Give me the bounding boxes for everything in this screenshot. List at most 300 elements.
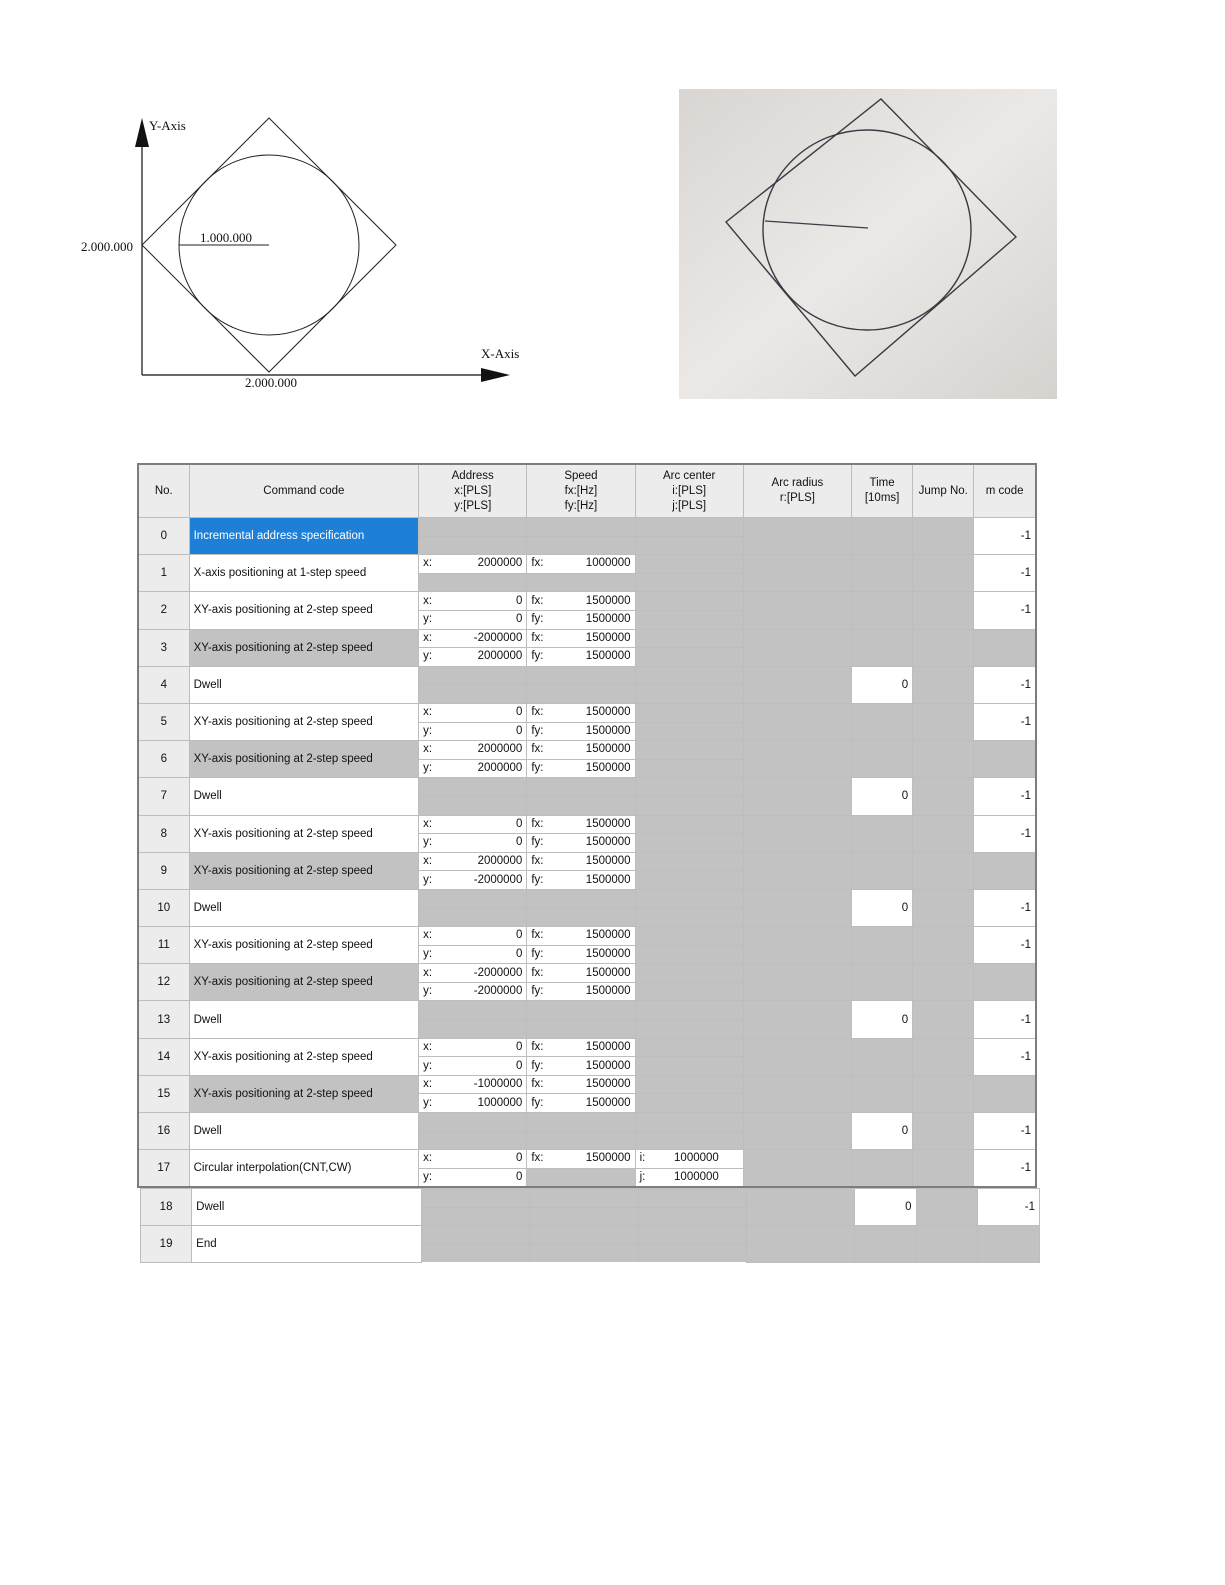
- speed-fx-cell[interactable]: [527, 592, 635, 611]
- jump-no-cell: [913, 778, 974, 815]
- speed-fy-cell[interactable]: [527, 610, 635, 629]
- plotted-result-photo: [679, 89, 1057, 399]
- speed-fy-cell: [527, 1131, 635, 1150]
- address-x-cell[interactable]: [419, 964, 527, 983]
- speed-fy-key: fy:: [531, 613, 544, 626]
- header-speed[interactable]: Speed fx:[Hz] fy:[Hz]: [527, 464, 635, 518]
- arc-center-j-cell: [635, 982, 743, 1001]
- jump-no-cell: [913, 555, 974, 592]
- address-y-cell[interactable]: [419, 1057, 527, 1076]
- table-row: [138, 889, 1036, 908]
- arc-center-j-cell: [635, 536, 743, 555]
- address-x-key: x:: [423, 929, 433, 942]
- command-code-cell[interactable]: Dwell: [189, 1113, 419, 1150]
- time-cell: [852, 592, 913, 629]
- row-number[interactable]: 12: [138, 964, 189, 1001]
- arc-center-i-cell: [635, 518, 743, 537]
- arc-center-i-cell: [635, 666, 743, 685]
- speed-fx-value: 1500000: [585, 706, 631, 719]
- speed-fy-value: 1500000: [585, 650, 631, 663]
- address-x-cell[interactable]: [419, 555, 527, 574]
- speed-fx-value: 1500000: [585, 1078, 631, 1091]
- arc-center-i-cell[interactable]: [635, 1150, 743, 1169]
- m-code-cell[interactable]: -1: [974, 1038, 1036, 1075]
- y-axis-arrow: [135, 118, 149, 147]
- table-row: [138, 1150, 1036, 1169]
- address-y-cell: [421, 1244, 529, 1262]
- arc-center-j-cell: [635, 759, 743, 778]
- arc-center-j-cell: [635, 685, 743, 704]
- arc-radius-cell: [743, 666, 851, 703]
- x-dimension-label: 2.000.000: [245, 375, 297, 390]
- speed-fx-cell: [527, 1001, 635, 1020]
- time-cell: [852, 741, 913, 778]
- arc-center-i-cell: [635, 852, 743, 871]
- arc-center-j-cell: [635, 1057, 743, 1076]
- command-code-cell[interactable]: End: [192, 1226, 422, 1263]
- address-x-key: x:: [423, 594, 433, 607]
- address-x-cell: [421, 1226, 529, 1245]
- m-code-cell: [977, 1226, 1039, 1263]
- row-number[interactable]: 11: [138, 927, 189, 964]
- speed-fx-cell[interactable]: [527, 852, 635, 871]
- speed-fy-key: fy:: [531, 724, 544, 737]
- arc-center-i-key: i:: [639, 1152, 646, 1165]
- jump-no-cell: [913, 1001, 974, 1038]
- jump-no-cell: [913, 1150, 974, 1188]
- speed-fx-key: fx:: [531, 817, 544, 830]
- jump-no-cell: [913, 1113, 974, 1150]
- table-row: [138, 852, 1036, 871]
- m-code-cell[interactable]: -1: [974, 666, 1036, 703]
- address-x-cell[interactable]: [419, 1038, 527, 1057]
- speed-fx-cell[interactable]: [527, 815, 635, 834]
- arc-center-j-cell: [635, 834, 743, 853]
- arc-radius-cell: [747, 1189, 855, 1226]
- header-arc-radius[interactable]: Arc radius r:[PLS]: [743, 464, 851, 518]
- arc-center-i-cell: [635, 815, 743, 834]
- speed-fy-value: 1500000: [585, 613, 631, 626]
- address-x-cell[interactable]: [419, 1075, 527, 1094]
- table-row: [138, 778, 1036, 797]
- speed-fy-cell[interactable]: [527, 982, 635, 1001]
- speed-fx-value: 1500000: [585, 817, 631, 830]
- speed-fx-key: fx:: [531, 706, 544, 719]
- speed-fx-cell[interactable]: [527, 741, 635, 760]
- table-row: [138, 1113, 1036, 1132]
- speed-fx-cell[interactable]: [527, 964, 635, 983]
- speed-fy-cell[interactable]: [527, 759, 635, 778]
- row-number[interactable]: 13: [138, 1001, 189, 1038]
- positioning-table-continued: [140, 1188, 1040, 1263]
- arc-radius-cell: [743, 555, 851, 592]
- speed-fy-cell: [527, 1020, 635, 1039]
- speed-fy-value: 1500000: [585, 836, 631, 849]
- table-row: [138, 1001, 1036, 1020]
- arc-center-j-cell: [635, 722, 743, 741]
- address-x-key: x:: [423, 631, 433, 644]
- command-code-cell[interactable]: Dwell: [189, 778, 419, 815]
- address-x-cell: [419, 518, 527, 537]
- speed-fx-cell[interactable]: [527, 555, 635, 574]
- arc-center-j-cell: [635, 573, 743, 592]
- positioning-table: [137, 463, 1037, 1188]
- speed-fx-cell: [530, 1226, 638, 1245]
- command-code-cell[interactable]: XY-axis positioning at 2-step speed: [189, 741, 419, 778]
- address-y-key: y:: [423, 836, 433, 849]
- speed-fx-cell: [527, 666, 635, 685]
- jump-no-cell: [913, 666, 974, 703]
- m-code-cell[interactable]: -1: [974, 1113, 1036, 1150]
- address-x-cell[interactable]: [419, 815, 527, 834]
- speed-fy-cell[interactable]: [527, 945, 635, 964]
- arc-center-j-key: j:: [639, 1171, 646, 1184]
- time-cell: [852, 555, 913, 592]
- jump-no-cell: [913, 815, 974, 852]
- row-number[interactable]: 3: [138, 629, 189, 666]
- address-y-key: y:: [423, 762, 433, 775]
- address-y-cell[interactable]: [419, 610, 527, 629]
- speed-fy-value: 1500000: [585, 1096, 631, 1109]
- address-x-cell[interactable]: [419, 629, 527, 648]
- header-jump-no[interactable]: Jump No.: [913, 464, 974, 518]
- address-x-key: x:: [423, 1040, 433, 1053]
- speed-fy-cell: [530, 1207, 638, 1226]
- arc-center-j-cell: [635, 1094, 743, 1113]
- header-no[interactable]: No.: [138, 464, 189, 518]
- arc-center-i-cell: [635, 741, 743, 760]
- address-y-cell[interactable]: [419, 871, 527, 890]
- speed-fx-value: 1500000: [585, 929, 631, 942]
- speed-fx-key: fx:: [531, 594, 544, 607]
- command-code-cell[interactable]: Incremental address specification: [189, 518, 419, 555]
- arc-radius-cell: [743, 1001, 851, 1038]
- speed-fy-value: 1500000: [585, 1059, 631, 1072]
- row-number[interactable]: 17: [138, 1150, 189, 1188]
- speed-fy-key: fy:: [531, 762, 544, 775]
- header-address[interactable]: Address x:[PLS] y:[PLS]: [419, 464, 527, 518]
- arc-center-j-cell[interactable]: [635, 1168, 743, 1187]
- arc-radius-cell: [743, 1038, 851, 1075]
- arc-center-i-cell: [635, 1075, 743, 1094]
- address-y-cell: [419, 796, 527, 815]
- time-cell[interactable]: 0: [852, 666, 913, 703]
- arc-radius-cell: [743, 518, 851, 555]
- speed-fy-cell[interactable]: [527, 648, 635, 667]
- speed-fx-key: fx:: [531, 966, 544, 979]
- speed-fy-cell: [527, 796, 635, 815]
- table-row: [138, 666, 1036, 685]
- arc-center-i-cell: [635, 1113, 743, 1132]
- speed-fx-cell: [527, 889, 635, 908]
- command-code-cell[interactable]: Dwell: [189, 666, 419, 703]
- speed-fx-key: fx:: [531, 1152, 544, 1165]
- row-number[interactable]: 0: [138, 518, 189, 555]
- photo-paper: [679, 89, 1057, 399]
- row-number[interactable]: 19: [141, 1226, 192, 1263]
- arc-radius-cell: [743, 741, 851, 778]
- address-x-key: x:: [423, 817, 433, 830]
- arc-radius-cell: [743, 927, 851, 964]
- address-y-cell[interactable]: [419, 982, 527, 1001]
- address-x-key: x:: [423, 743, 433, 756]
- arc-center-j-cell: [635, 871, 743, 890]
- speed-fy-key: fy:: [531, 1096, 544, 1109]
- address-x-cell[interactable]: [419, 1150, 527, 1169]
- m-code-cell[interactable]: -1: [974, 889, 1036, 926]
- row-number[interactable]: 7: [138, 778, 189, 815]
- address-y-key: y:: [423, 1171, 433, 1184]
- command-code-cell[interactable]: XY-axis positioning at 2-step speed: [189, 815, 419, 852]
- table-row: [138, 741, 1036, 760]
- row-number[interactable]: 14: [138, 1038, 189, 1075]
- command-code-cell[interactable]: Dwell: [192, 1189, 422, 1226]
- m-code-cell[interactable]: -1: [974, 778, 1036, 815]
- speed-fy-key: fy:: [531, 836, 544, 849]
- arc-radius-cell: [743, 815, 851, 852]
- speed-fy-key: fy:: [531, 650, 544, 663]
- arc-radius-cell: [743, 964, 851, 1001]
- time-cell[interactable]: 0: [852, 889, 913, 926]
- arc-center-i-cell: [635, 703, 743, 722]
- address-y-key: y:: [423, 873, 433, 886]
- address-x-cell[interactable]: [419, 927, 527, 946]
- command-code-cell[interactable]: Dwell: [189, 889, 419, 926]
- arc-center-i-cell: [635, 964, 743, 983]
- arc-center-j-cell: [635, 648, 743, 667]
- address-x-cell[interactable]: [419, 703, 527, 722]
- table-row: [138, 815, 1036, 834]
- address-y-key: y:: [423, 985, 433, 998]
- jump-no-cell: [913, 1075, 974, 1112]
- address-x-cell: [421, 1189, 529, 1208]
- arc-radius-cell: [743, 592, 851, 629]
- address-x-value: 0: [515, 817, 523, 830]
- address-y-cell[interactable]: [419, 722, 527, 741]
- m-code-cell[interactable]: -1: [974, 815, 1036, 852]
- speed-fy-cell: [527, 908, 635, 927]
- command-code-cell[interactable]: Dwell: [189, 1001, 419, 1038]
- speed-fx-cell[interactable]: [527, 927, 635, 946]
- speed-fx-cell: [530, 1189, 638, 1208]
- address-x-key: x:: [423, 706, 433, 719]
- speed-fx-key: fx:: [531, 854, 544, 867]
- time-cell: [855, 1226, 916, 1263]
- m-code-cell: [974, 964, 1036, 1001]
- row-number[interactable]: 8: [138, 815, 189, 852]
- speed-fy-cell[interactable]: [527, 722, 635, 741]
- x-axis-label: X-Axis: [481, 346, 520, 361]
- command-code-cell[interactable]: XY-axis positioning at 2-step speed: [189, 852, 419, 889]
- address-y-cell[interactable]: [419, 648, 527, 667]
- address-x-key: x:: [423, 854, 433, 867]
- table-row: [138, 518, 1036, 537]
- speed-fx-cell[interactable]: [527, 1038, 635, 1057]
- m-code-cell[interactable]: -1: [974, 518, 1036, 555]
- speed-fy-value: 1500000: [585, 724, 631, 737]
- address-y-cell: [419, 908, 527, 927]
- header-time[interactable]: Time [10ms]: [852, 464, 913, 518]
- speed-fx-cell[interactable]: [527, 703, 635, 722]
- command-code-cell[interactable]: XY-axis positioning at 2-step speed: [189, 927, 419, 964]
- address-y-cell[interactable]: [419, 1168, 527, 1187]
- arc-center-j-cell: [635, 610, 743, 629]
- arc-center-j-cell: [635, 945, 743, 964]
- speed-fy-value: 1500000: [585, 873, 631, 886]
- row-number[interactable]: 2: [138, 592, 189, 629]
- speed-fy-key: fy:: [531, 873, 544, 886]
- jump-no-cell: [916, 1226, 977, 1263]
- speed-fy-cell[interactable]: [527, 834, 635, 853]
- time-cell[interactable]: 0: [855, 1189, 916, 1226]
- address-x-cell: [419, 889, 527, 908]
- jump-no-cell: [913, 927, 974, 964]
- address-x-cell[interactable]: [419, 592, 527, 611]
- speed-fx-cell: [527, 778, 635, 797]
- arc-radius-cell: [743, 778, 851, 815]
- time-cell: [852, 927, 913, 964]
- address-x-value: 2000000: [477, 557, 523, 570]
- m-code-cell[interactable]: -1: [974, 927, 1036, 964]
- arc-center-i-cell: [635, 889, 743, 908]
- speed-fy-value: 1500000: [585, 985, 631, 998]
- m-code-cell[interactable]: -1: [974, 555, 1036, 592]
- arc-radius-cell: [743, 703, 851, 740]
- speed-fx-cell: [527, 1113, 635, 1132]
- address-y-cell[interactable]: [419, 834, 527, 853]
- command-code-cell[interactable]: XY-axis positioning at 2-step speed: [189, 1075, 419, 1112]
- address-x-value: -2000000: [473, 631, 523, 644]
- speed-fx-cell[interactable]: [527, 1075, 635, 1094]
- arc-radius-cell: [743, 852, 851, 889]
- address-y-cell[interactable]: [419, 945, 527, 964]
- arc-radius-cell: [743, 1150, 851, 1188]
- table-row: [138, 964, 1036, 983]
- address-y-key: y:: [423, 1096, 433, 1109]
- speed-fy-cell[interactable]: [527, 1094, 635, 1113]
- address-x-key: x:: [423, 1078, 433, 1091]
- address-y-cell[interactable]: [419, 1094, 527, 1113]
- row-number[interactable]: 15: [138, 1075, 189, 1112]
- address-x-cell[interactable]: [419, 852, 527, 871]
- table-row: [138, 555, 1036, 574]
- speed-fy-cell[interactable]: [527, 1057, 635, 1076]
- table-row: [138, 703, 1036, 722]
- table-row: [138, 592, 1036, 611]
- address-y-key: y:: [423, 1059, 433, 1072]
- time-cell: [852, 1038, 913, 1075]
- address-y-key: y:: [423, 947, 433, 960]
- speed-fx-value: 1500000: [585, 1040, 631, 1053]
- address-y-cell: [419, 573, 527, 592]
- command-code-cell[interactable]: Circular interpolation(CNT,CW): [189, 1150, 419, 1188]
- time-cell[interactable]: 0: [852, 778, 913, 815]
- m-code-cell[interactable]: -1: [974, 703, 1036, 740]
- speed-fy-key: fy:: [531, 947, 544, 960]
- arc-center-i-cell: [635, 1001, 743, 1020]
- speed-fx-value: 1500000: [585, 594, 631, 607]
- row-number[interactable]: 16: [138, 1113, 189, 1150]
- command-code-cell[interactable]: XY-axis positioning at 2-step speed: [189, 592, 419, 629]
- row-number[interactable]: 6: [138, 741, 189, 778]
- address-x-cell: [419, 666, 527, 685]
- command-code-cell[interactable]: XY-axis positioning at 2-step speed: [189, 1038, 419, 1075]
- arc-center-j-cell: [635, 1020, 743, 1039]
- row-number[interactable]: 5: [138, 703, 189, 740]
- arc-center-j-value: 1000000: [674, 1171, 719, 1184]
- address-y-cell[interactable]: [419, 759, 527, 778]
- row-number[interactable]: 9: [138, 852, 189, 889]
- radius-label: 1.000.000: [200, 230, 252, 245]
- address-x-value: -1000000: [473, 1078, 523, 1091]
- speed-fx-key: fx:: [531, 743, 544, 756]
- speed-fx-value: 1500000: [585, 631, 631, 644]
- header-command-code[interactable]: Command code: [189, 464, 419, 518]
- time-cell[interactable]: 0: [852, 1113, 913, 1150]
- speed-fy-value: 1500000: [585, 762, 631, 775]
- speed-fx-cell[interactable]: [527, 629, 635, 648]
- command-code-cell[interactable]: XY-axis positioning at 2-step speed: [189, 629, 419, 666]
- m-code-cell[interactable]: -1: [974, 1150, 1036, 1188]
- time-cell: [852, 964, 913, 1001]
- x-axis-arrow: [481, 368, 510, 382]
- speed-fx-value: 1500000: [585, 966, 631, 979]
- command-code-cell[interactable]: XY-axis positioning at 2-step speed: [189, 703, 419, 740]
- jump-no-cell: [913, 1038, 974, 1075]
- time-cell: [852, 815, 913, 852]
- jump-no-cell: [913, 518, 974, 555]
- table-row: [138, 1075, 1036, 1094]
- header-m-code[interactable]: m code: [974, 464, 1036, 518]
- address-y-cell: [419, 685, 527, 704]
- address-x-cell[interactable]: [419, 741, 527, 760]
- speed-fy-cell[interactable]: [527, 871, 635, 890]
- geometry-diagram: [70, 105, 540, 405]
- header-arc-center[interactable]: Arc center i:[PLS] j:[PLS]: [635, 464, 743, 518]
- table-header-row: [138, 464, 1036, 518]
- row-number[interactable]: 1: [138, 555, 189, 592]
- address-x-value: 0: [515, 594, 523, 607]
- arc-radius-cell: [743, 1113, 851, 1150]
- address-y-cell: [419, 536, 527, 555]
- address-x-value: -2000000: [473, 966, 523, 979]
- command-code-cell[interactable]: X-axis positioning at 1-step speed: [189, 555, 419, 592]
- time-cell[interactable]: 0: [852, 1001, 913, 1038]
- row-number[interactable]: 4: [138, 666, 189, 703]
- command-code-cell[interactable]: XY-axis positioning at 2-step speed: [189, 964, 419, 1001]
- address-x-value: 2000000: [477, 854, 523, 867]
- time-cell: [852, 1150, 913, 1188]
- jump-no-cell: [913, 852, 974, 889]
- address-x-key: x:: [423, 966, 433, 979]
- m-code-cell[interactable]: -1: [974, 1001, 1036, 1038]
- speed-fy-cell: [527, 573, 635, 592]
- speed-fy-cell: [527, 536, 635, 555]
- address-y-value: 0: [515, 613, 523, 626]
- arc-center-i-value: 1000000: [674, 1152, 719, 1165]
- m-code-cell[interactable]: -1: [977, 1189, 1039, 1226]
- row-number[interactable]: 10: [138, 889, 189, 926]
- address-y-cell: [421, 1207, 529, 1226]
- address-y-key: y:: [423, 613, 433, 626]
- m-code-cell[interactable]: -1: [974, 592, 1036, 629]
- address-y-value: 2000000: [477, 762, 523, 775]
- m-code-cell: [974, 629, 1036, 666]
- speed-fx-key: fx:: [531, 631, 544, 644]
- row-number[interactable]: 18: [141, 1189, 192, 1226]
- time-cell: [852, 629, 913, 666]
- speed-fx-cell[interactable]: [527, 1150, 635, 1169]
